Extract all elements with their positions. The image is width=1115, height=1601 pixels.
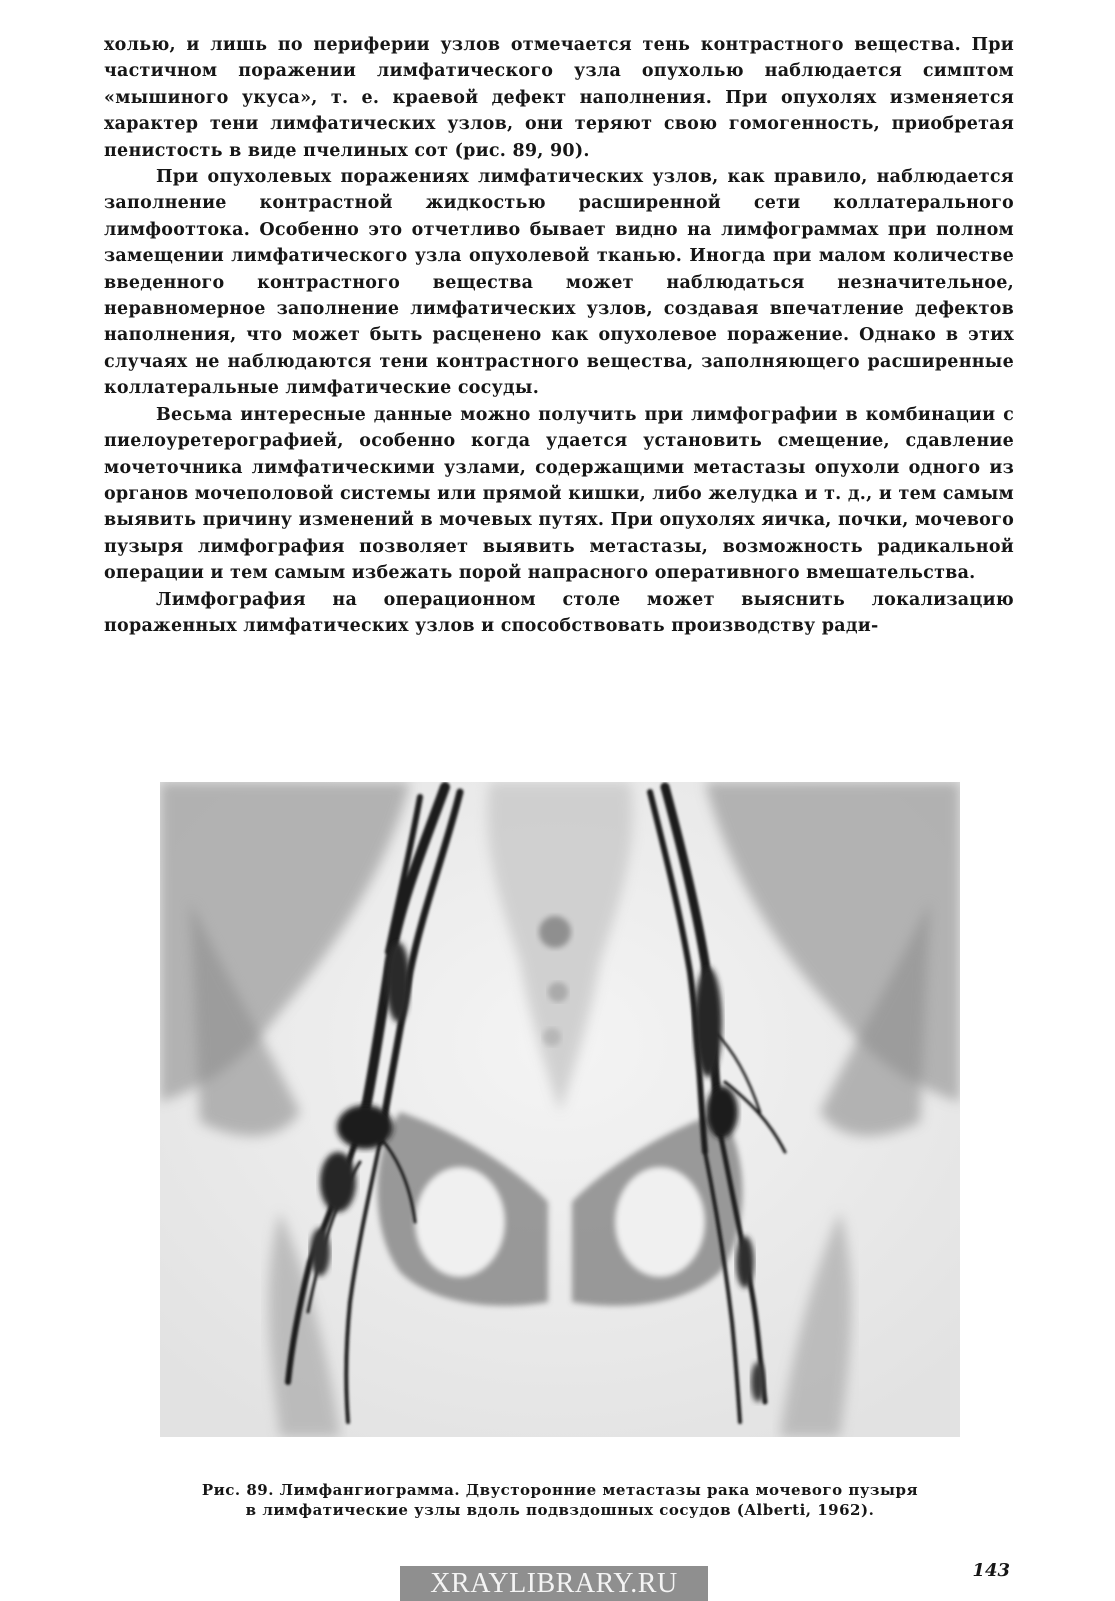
paragraph-4: Лимфография на операционном столе может выяснить локализацию пораженных лимфатических узлов и способствовать производству ради- [104, 589, 1014, 636]
figure-caption [140, 1480, 980, 1520]
watermark: XRAYLIBRARY.RU [400, 1566, 708, 1601]
paragraph-2: При опухолевых поражениях лимфатических узлов, как правило, наблюдается заполнение контрастной жидкостью расширенной сети коллатерального лимфооттока. Особенно это отчетливо бывает видно на лимфограммах при полном замещении лимфатического узла опухолевой тканью. Иногда при малом количестве введенного контрастного вещества может наблюдаться незначительное, неравномерное заполнение лимфатических узлов, создавая впечатление дефектов наполнения, что может быть расценено как опухолевое поражение. Однако в этих случаях не наблюдаются тени контрастного вещества, заполняющего расширенные коллатеральные лимфатические сосуды. [104, 167, 1014, 399]
caption-line-1: Рис. 89. Лимфангиограмма. Двусторонние метастазы рака мочевого пузыря [201, 1481, 919, 1499]
paragraph-3: Весьма интересные данные можно получить при лимфографии в комбинации с пиелоуретерографией, особенно когда удается установить смещение, сдавление мочеточника лимфатическими узлами, содержащими метастазы опухоли одного из органов мочеполовой системы или прямой кишки, либо желудка и т. д., и тем самым выявить причину изменений в мочевых путях. При опухолях яичка, почки, мочевого пузыря лимфография позволяет выявить метастазы, возможность радикальной операции и тем самым избежать порой напрасного оперативного вмешательства. [104, 404, 1014, 584]
figure-xray [160, 782, 960, 1437]
body-text [104, 32, 1014, 639]
paragraph-1: холью, и лишь по периферии узлов отмечается тень контрастного вещества. При частичном поражении лимфатического узла опухолью наблюдается симптом «мышиного укуса», т. е. краевой дефект наполнения. При опухолях изменяется характер тени лимфатических узлов, они теряют свою гомогенность, приобретая пенистость в виде пчелиных сот (рис. 89, 90). [104, 35, 1014, 161]
page-number: 143 [972, 1560, 1010, 1581]
lymphangiogram-xray-image [160, 782, 960, 1437]
caption-line-2: в лимфатические узлы вдоль подвздошных сосудов (Alberti, 1962). [245, 1501, 875, 1519]
